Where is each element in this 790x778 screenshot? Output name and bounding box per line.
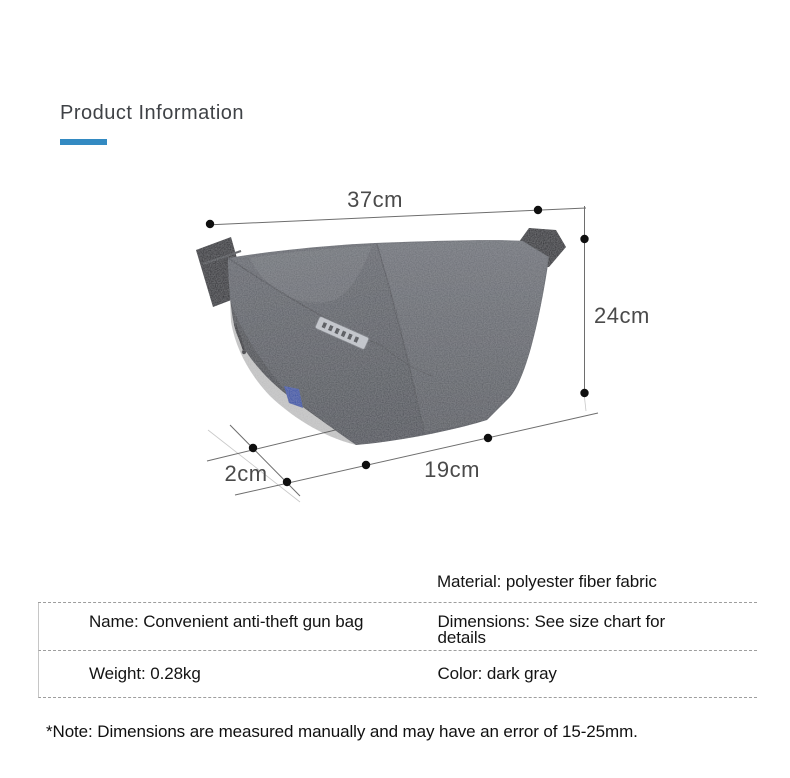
material-cell bbox=[437, 559, 757, 602]
dimension-dot bbox=[484, 434, 492, 442]
table-row-name bbox=[38, 603, 757, 651]
zipper-tab bbox=[242, 350, 246, 354]
dimension-dot bbox=[534, 206, 542, 214]
dimension-dot bbox=[206, 220, 214, 228]
note-text: *Note: Dimensions are measured manually and may have an error of 15-25mm. bbox=[46, 722, 638, 741]
depth-dimension-label: 2cm bbox=[224, 461, 268, 486]
dimension-dot bbox=[580, 389, 588, 397]
empty-cell bbox=[38, 559, 437, 602]
name-text: Name: Convenient anti-theft gun bag bbox=[89, 612, 364, 631]
width-dimension-label: 37cm bbox=[347, 187, 403, 212]
height-dimension-label: 24cm bbox=[594, 303, 650, 328]
name-cell bbox=[39, 603, 437, 650]
weight-cell bbox=[39, 651, 437, 697]
title-accent-bar bbox=[60, 139, 107, 145]
page-title: Product Information bbox=[60, 102, 245, 124]
info-table bbox=[38, 559, 757, 698]
weight-text: Weight: 0.28kg bbox=[89, 664, 201, 683]
material-text: Material: polyester fiber fabric bbox=[437, 572, 657, 591]
color-text: Color: dark gray bbox=[437, 664, 557, 683]
color-cell bbox=[437, 651, 757, 697]
length-dimension-label: 19cm bbox=[424, 457, 480, 482]
dimensions-cell bbox=[437, 603, 757, 650]
dimension-dot bbox=[249, 444, 257, 452]
dimension-dot bbox=[283, 478, 291, 486]
table-row-weight bbox=[38, 651, 757, 698]
dimensions-text: Dimensions: See size chart for details bbox=[437, 612, 666, 647]
dimension-dot bbox=[362, 461, 370, 469]
bag-image bbox=[196, 228, 566, 445]
table-row-material bbox=[38, 559, 757, 603]
dimension-dot bbox=[580, 235, 588, 243]
